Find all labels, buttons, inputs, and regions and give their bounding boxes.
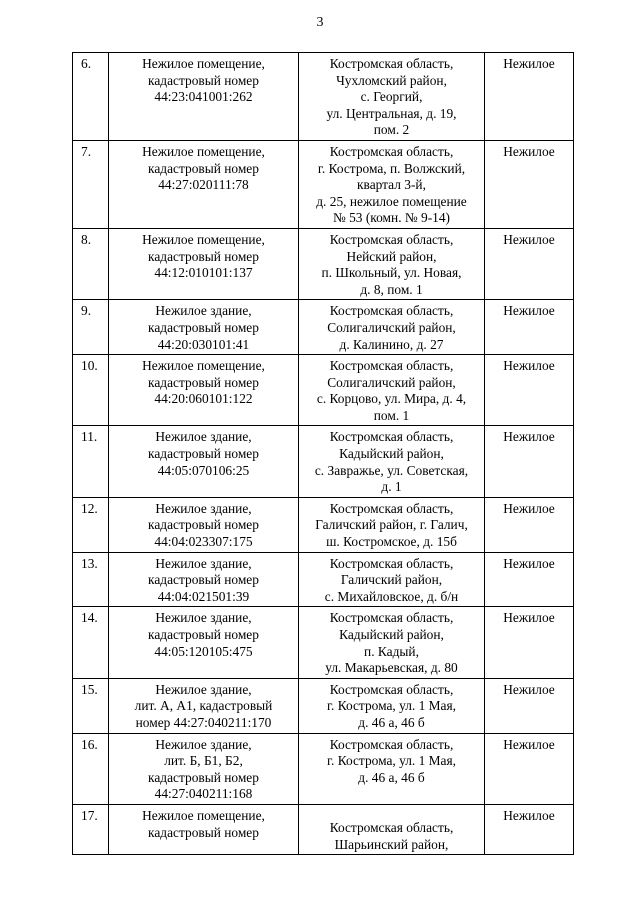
object-name-line: лит. Б, Б1, Б2, [164, 753, 243, 769]
table-row [73, 552, 574, 607]
object-name-cell [109, 733, 299, 804]
address-cell [299, 140, 485, 228]
object-type: Нежилое [485, 552, 574, 607]
object-type: Нежилое [485, 228, 574, 299]
object-name-line: Нежилое здание, [155, 303, 252, 319]
address-line: Костромская область, [329, 681, 454, 697]
address-line: пом. 2 [373, 122, 410, 138]
object-name-line: Нежилое помещение, [142, 56, 265, 71]
address-line: г. Кострома, ул. 1 Мая, [327, 753, 456, 769]
address-cell [299, 426, 485, 497]
address-line: Костромская область, [329, 429, 454, 445]
row-number: 17. [73, 804, 109, 854]
address-line: д. 8, пом. 1 [360, 281, 423, 297]
object-name-line: 44:05:120105:475 [154, 643, 253, 659]
object-name-line: номер 44:27:040211:170 [135, 714, 272, 730]
address-line: Костромская область, [329, 819, 454, 835]
page-number: 3 [316, 15, 324, 30]
object-type: Нежилое [485, 426, 574, 497]
address-line: № 53 (комн. № 9-14) [332, 210, 451, 226]
object-type: Нежилое [485, 607, 574, 678]
object-type: Нежилое [485, 678, 574, 733]
object-name-line: кадастровый номер [148, 160, 259, 176]
object-type: Нежилое [485, 497, 574, 552]
row-number: 12. [73, 497, 109, 552]
property-table [72, 52, 574, 855]
address-line: с. Георгий, [360, 89, 423, 105]
object-name-line: 44:23:041001:262 [154, 89, 253, 105]
address-cell [299, 804, 485, 854]
address-line: ул. Центральная, д. 19, [326, 105, 457, 121]
address-line: г. Кострома, п. Волжский, [317, 160, 466, 176]
address-line: Кадыйский район, [339, 446, 444, 462]
address-line: д. Калинино, д. 27 [339, 336, 444, 352]
table-row [73, 300, 574, 355]
object-name-line: кадастровый номер [148, 824, 259, 840]
address-line: Костромская область, [329, 736, 454, 752]
object-name-line: Нежилое помещение, [142, 143, 265, 159]
row-number: 6. [73, 53, 109, 141]
address-line: с. Завражье, ул. Советская, [314, 462, 469, 478]
object-name-cell [109, 552, 299, 607]
object-name-cell [109, 607, 299, 678]
row-number: 14. [73, 607, 109, 678]
address-line: ул. Макарьевская, д. 80 [325, 660, 458, 676]
object-name-line: Нежилое помещение, [142, 231, 265, 247]
address-line: Солигаличский район, [327, 374, 456, 390]
object-name-line: Нежилое помещение, [142, 807, 265, 823]
object-name-line: 44:05:070106:25 [157, 462, 250, 478]
address-cell [299, 300, 485, 355]
object-type: Нежилое [485, 53, 574, 141]
address-cell [299, 228, 485, 299]
address-line: Галичский район, г. Галич, [315, 517, 468, 533]
table-row [73, 228, 574, 299]
address-line: Костромская область, [329, 358, 454, 374]
address-line: Костромская область, [329, 231, 454, 247]
address-line: Галичский район, [340, 572, 443, 588]
object-name-line: 44:27:020111:78 [158, 177, 249, 193]
row-number: 7. [73, 140, 109, 228]
object-name-cell [109, 426, 299, 497]
row-number: 15. [73, 678, 109, 733]
object-name-cell [109, 228, 299, 299]
table-body [73, 53, 574, 855]
object-name-line: 44:27:040211:168 [154, 786, 253, 802]
address-cell [299, 53, 485, 141]
address-line: Костромская область, [329, 610, 454, 626]
table-row [73, 497, 574, 552]
object-name-cell [109, 140, 299, 228]
row-number: 16. [73, 733, 109, 804]
address-line: Костромская область, [329, 143, 454, 159]
address-line: с. Корцово, ул. Мира, д. 4, [316, 391, 467, 407]
object-name-cell [109, 355, 299, 426]
address-line: пом. 1 [373, 407, 410, 423]
object-name-line: Нежилое здание, [155, 555, 252, 571]
address-line: Костромская область, [329, 303, 454, 319]
table-row [73, 804, 574, 854]
row-number: 11. [73, 426, 109, 497]
table-row [73, 426, 574, 497]
row-number: 10. [73, 355, 109, 426]
table-row [73, 140, 574, 228]
address-cell [299, 607, 485, 678]
object-name-line: Нежилое здание, [155, 500, 252, 516]
address-line: д. 25, нежилое помещение [316, 193, 467, 209]
object-name-line: кадастровый номер [148, 446, 259, 462]
object-name-line: кадастровый номер [148, 72, 259, 88]
address-line: п. Кадый, [364, 643, 419, 659]
object-name-cell [109, 497, 299, 552]
object-name-cell [109, 678, 299, 733]
object-name-line: кадастровый номер [148, 572, 259, 588]
object-name-line: кадастровый номер [148, 248, 259, 264]
row-number: 9. [73, 300, 109, 355]
object-name-cell [109, 804, 299, 854]
address-line: Нейский район, [346, 248, 437, 264]
object-name-line: 44:20:060101:122 [154, 391, 253, 407]
row-number: 8. [73, 228, 109, 299]
object-name-line: Нежилое здание, [155, 429, 252, 445]
object-name-line: кадастровый номер [148, 319, 259, 335]
object-name-line: кадастровый номер [148, 769, 259, 785]
address-line: г. Кострома, ул. 1 Мая, [327, 698, 456, 714]
address-line: квартал 3-й, [357, 177, 426, 193]
object-type: Нежилое [485, 355, 574, 426]
address-line: Костромская область, [329, 500, 454, 516]
object-type: Нежилое [485, 804, 574, 854]
address-line: Шарьинский район, [334, 836, 449, 852]
object-name-line: лит. А, А1, кадастровый [134, 698, 273, 714]
object-name-line: 44:04:023307:175 [154, 534, 253, 550]
object-name-line: Нежилое здание, [155, 681, 252, 697]
object-name-line: Нежилое здание, [155, 736, 252, 752]
address-cell [299, 355, 485, 426]
address-cell [299, 552, 485, 607]
object-name-cell [109, 300, 299, 355]
address-cell [299, 733, 485, 804]
object-name-cell [109, 53, 299, 141]
address-line: п. Школьный, ул. Новая, [321, 265, 462, 281]
address-cell [299, 497, 485, 552]
address-line: Костромская область, [329, 56, 454, 71]
address-line: с. Михайловское, д. б/н [324, 588, 459, 604]
table-row [73, 678, 574, 733]
table-row [73, 355, 574, 426]
object-name-line: Нежилое помещение, [142, 358, 265, 374]
object-name-line: кадастровый номер [148, 517, 259, 533]
address-line: д. 46 а, 46 б [358, 714, 425, 730]
address-line: Костромская область, [329, 555, 454, 571]
object-name-line: кадастровый номер [148, 627, 259, 642]
address-line: Чухломский район, [336, 72, 447, 88]
object-type: Нежилое [485, 733, 574, 804]
row-number: 13. [73, 552, 109, 607]
address-line: д. 1 [381, 479, 402, 495]
address-line: Солигаличский район, [327, 319, 456, 335]
table-row [73, 607, 574, 678]
table-row [73, 733, 574, 804]
object-name-line: 44:12:010101:137 [154, 265, 253, 281]
object-name-line: Нежилое здание, [155, 610, 252, 626]
address-line: д. 46 а, 46 б [358, 769, 425, 785]
object-type: Нежилое [485, 140, 574, 228]
object-name-line: кадастровый номер [148, 374, 259, 390]
object-name-line: 44:04:021501:39 [157, 588, 250, 604]
object-name-line: 44:20:030101:41 [157, 336, 250, 352]
address-line: ш. Костромское, д. 15б [326, 534, 457, 550]
table-row [73, 53, 574, 141]
address-line: Кадыйский район, [339, 627, 444, 642]
address-cell [299, 678, 485, 733]
object-type: Нежилое [485, 300, 574, 355]
